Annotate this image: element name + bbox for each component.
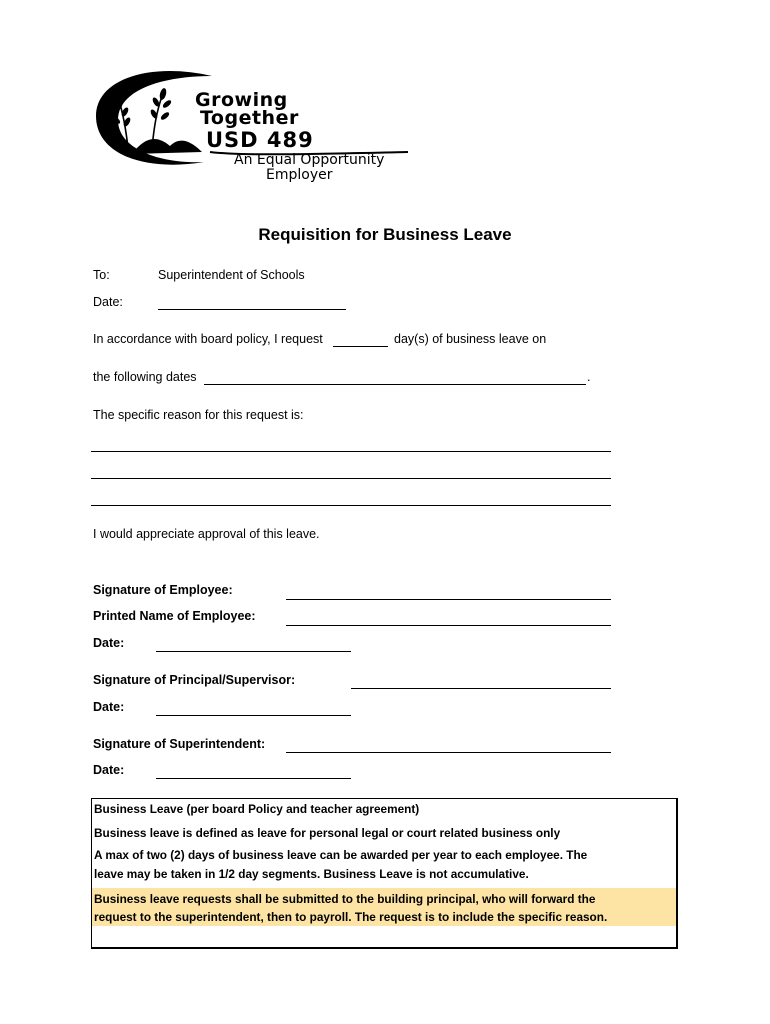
approval-text: I would appreciate approval of this leave.	[93, 527, 320, 541]
reason-line-2[interactable]	[91, 478, 611, 479]
reason-line-1[interactable]	[91, 451, 611, 452]
logo-line-usd: USD 489	[206, 128, 314, 152]
dates-field-line[interactable]	[204, 384, 586, 385]
form-title: Requisition for Business Leave	[258, 225, 512, 244]
policy-box	[91, 798, 678, 949]
date-field-line[interactable]	[158, 309, 346, 310]
principal-date-label: Date:	[93, 700, 125, 714]
principal-date-line[interactable]	[156, 715, 351, 716]
employee-name-line[interactable]	[286, 625, 611, 626]
to-value: Superintendent of Schools	[158, 268, 305, 282]
dates-end: .	[587, 370, 591, 384]
days-field-line[interactable]	[333, 346, 388, 347]
logo-line-together: Together	[200, 107, 299, 129]
reason-label: The specific reason for this request is:	[93, 408, 304, 422]
policy-line-1: Business leave is defined as leave for personal legal or court related business only	[94, 826, 561, 840]
request-suffix: day(s) of business leave on	[394, 332, 547, 346]
policy-line-5: request to the superintendent, then to payroll. The request is to include the specific reason.	[94, 910, 608, 924]
superintendent-signature-label: Signature of Superintendent:	[93, 737, 266, 751]
policy-line-2: A max of two (2) days of business leave can be awarded per year to each employee. The	[94, 848, 588, 862]
policy-line-3: leave may be taken in 1/2 day segments. Business Leave is not accumulative.	[94, 867, 529, 881]
logo-line-employer: Employer	[266, 167, 333, 183]
logo-line-equal-opportunity: An Equal Opportunity	[234, 152, 385, 168]
superintendent-date-line[interactable]	[156, 778, 351, 779]
principal-signature-label: Signature of Principal/Supervisor:	[93, 673, 296, 687]
principal-signature-line[interactable]	[351, 688, 611, 689]
policy-line-4: Business leave requests shall be submitted to the building principal, who will forward the	[94, 892, 596, 906]
employee-signature-line[interactable]	[286, 599, 611, 600]
superintendent-date-label: Date:	[93, 763, 125, 777]
logo-line-growing: Growing	[195, 89, 288, 111]
district-logo	[92, 68, 422, 188]
request-prefix: In accordance with board policy, I request	[93, 332, 323, 346]
policy-heading: Business Leave (per board Policy and teacher agreement)	[94, 802, 420, 816]
reason-line-3[interactable]	[91, 505, 611, 506]
employee-signature-label: Signature of Employee:	[93, 583, 233, 597]
employee-name-label: Printed Name of Employee:	[93, 609, 256, 623]
dates-prefix: the following dates	[93, 370, 197, 384]
superintendent-signature-line[interactable]	[286, 752, 611, 753]
employee-date-label: Date:	[93, 636, 125, 650]
employee-date-line[interactable]	[156, 651, 351, 652]
to-label: To:	[93, 268, 110, 282]
date-label: Date:	[93, 295, 123, 309]
